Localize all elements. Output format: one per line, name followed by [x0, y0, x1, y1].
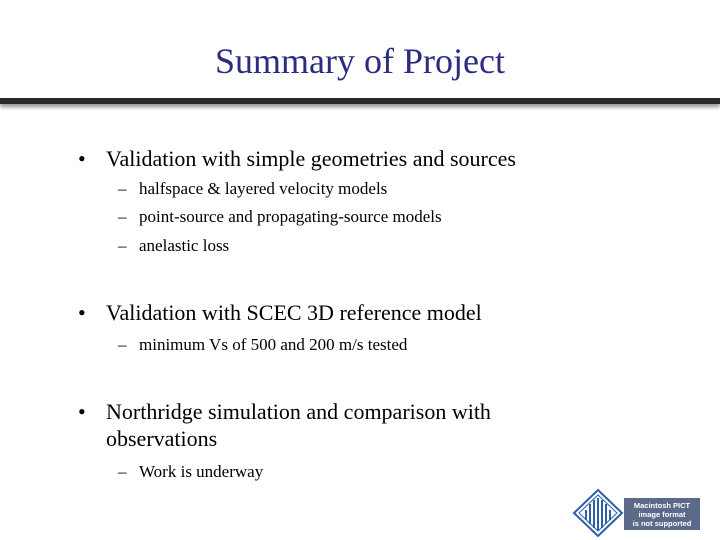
- sub-dash: –: [118, 462, 127, 481]
- bullet-dot: •: [78, 300, 86, 325]
- bullet-dot: •: [78, 399, 86, 424]
- sub-dash: –: [118, 335, 127, 354]
- pict-label-line2: image format: [638, 510, 686, 519]
- slide-title: Summary of Project: [215, 41, 505, 81]
- pict-label-line3: is not supported: [632, 519, 692, 528]
- bullet-text: Validation with simple geometries and sources: [106, 146, 516, 171]
- unsupported-image-placeholder: [570, 488, 702, 538]
- sub-dash: –: [118, 207, 127, 226]
- sub-text: anelastic loss: [139, 236, 230, 255]
- sub-text: halfspace & layered velocity models: [139, 179, 388, 198]
- title-divider: [0, 98, 720, 104]
- bullet-text: Northridge simulation and comparison with observations: [106, 399, 491, 451]
- pict-label-line1: Macintosh PICT: [633, 501, 691, 510]
- bullet-text: Validation with SCEC 3D reference model: [106, 300, 482, 325]
- sub-text: point-source and propagating-source models: [139, 207, 442, 226]
- bullet-dot: •: [78, 146, 86, 171]
- pict-logo-icon: [574, 490, 622, 536]
- sub-text: minimum Vs of 500 and 200 m/s tested: [139, 335, 408, 354]
- sub-text: Work is underway: [139, 462, 264, 481]
- sub-dash: –: [118, 179, 127, 198]
- sub-dash: –: [118, 236, 127, 255]
